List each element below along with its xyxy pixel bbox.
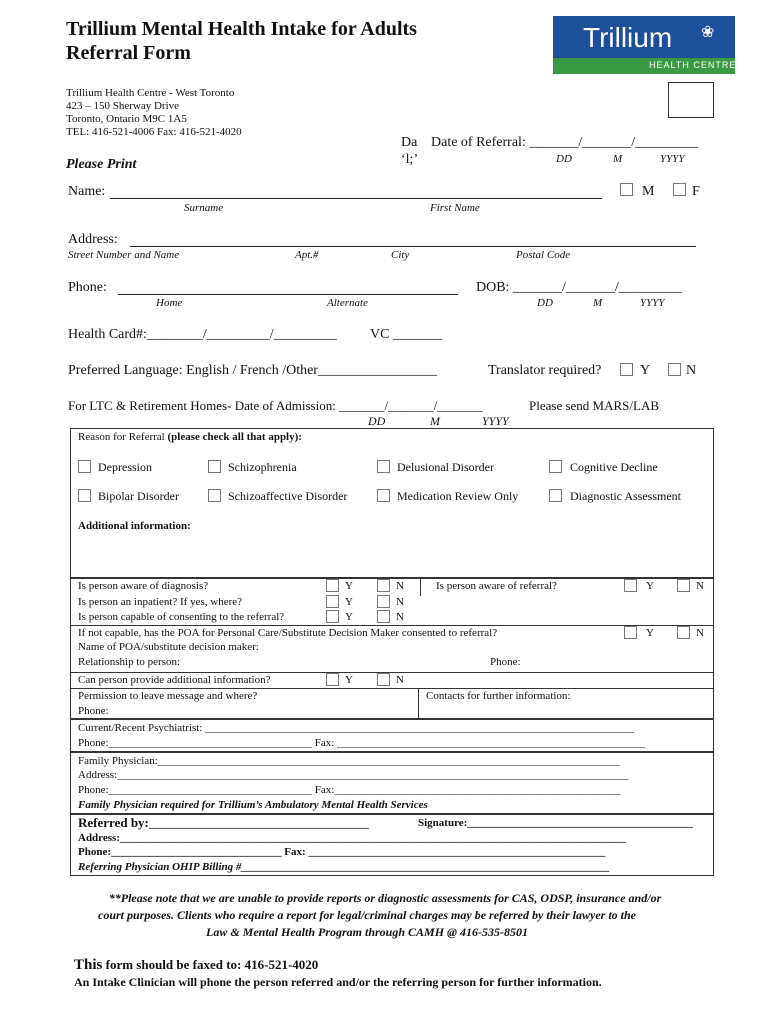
- inpatient-yes-label: Y: [345, 596, 353, 608]
- capable-yes-checkbox[interactable]: [326, 610, 339, 623]
- translator-yes-label: Y: [640, 363, 651, 378]
- poa-no-label: N: [696, 627, 704, 639]
- poa-label: If not capable, has the POA for Personal Care/Substitute Decision Maker consented to referral?: [78, 627, 498, 639]
- dob-dd-label: DD: [537, 297, 553, 309]
- family-phone-fax-field[interactable]: Phone:_____________________________________ Fax:____________________________________________________: [78, 784, 621, 796]
- aware-referral-no-label: N: [696, 580, 704, 592]
- vc-field[interactable]: VC _______: [370, 327, 442, 342]
- address-field[interactable]: [130, 246, 696, 247]
- logo-text: Trillium: [583, 22, 673, 53]
- form-title-line1: Trillium Mental Health Intake for Adults: [66, 18, 417, 40]
- aware-diagnosis-yes-label: Y: [345, 580, 353, 592]
- name-label: Name:: [68, 184, 106, 199]
- ltc-dd-label: DD: [368, 414, 386, 428]
- family-physician-field[interactable]: Family Physician:____________________________________________________________________________________: [78, 755, 620, 767]
- please-print: Please Print: [66, 157, 137, 172]
- dd-label: DD: [556, 153, 572, 165]
- city-label: City: [391, 249, 410, 261]
- dob-m-label: M: [593, 297, 603, 309]
- address-line-2: 423 – 150 Sherway Drive: [66, 100, 180, 112]
- dob-yyyy-label: YYYY: [640, 297, 665, 309]
- inpatient-no-label: N: [396, 596, 404, 608]
- referrer-address-field[interactable]: Address:____________________________________________________________________________________________: [78, 832, 626, 844]
- ltc-admission-field[interactable]: For LTC & Retirement Homes- Date of Admission: _______/_______/_______: [68, 398, 483, 413]
- address-line-1: Trillium Health Centre - West Toronto: [66, 87, 235, 99]
- translator-no-label: N: [686, 363, 697, 378]
- stray-da: Da: [401, 135, 418, 150]
- ltc-yyyy-label: YYYY: [482, 414, 509, 428]
- address-label: Address:: [68, 232, 118, 247]
- surname-label: Surname: [184, 202, 224, 214]
- poa-name-label: Name of POA/substitute decision maker:: [78, 641, 259, 653]
- referred-by-field[interactable]: Referred by:________________________________________: [78, 815, 369, 830]
- inpatient-no-checkbox[interactable]: [377, 595, 390, 608]
- male-label: M: [642, 184, 655, 199]
- name-field[interactable]: [110, 198, 602, 199]
- relationship-label: Relationship to person:: [78, 656, 181, 668]
- fax-instruction: This form should be faxed to: 416-521-4020: [74, 957, 319, 973]
- reason-title: Reason for Referral (please check all that apply):: [78, 431, 302, 443]
- yyyy-label: YYYY: [660, 153, 685, 165]
- poa-yes-label: Y: [646, 627, 654, 639]
- schizoaffective-checkbox[interactable]: [208, 489, 221, 502]
- capable-yes-label: Y: [345, 611, 353, 623]
- permission-phone-label: Phone:: [78, 705, 109, 717]
- apt-label: Apt.#: [295, 249, 319, 261]
- psychiatrist-field[interactable]: Current/Recent Psychiatrist: ______________________________________________________________________________: [78, 722, 635, 734]
- translator-label: Translator required?: [488, 363, 602, 378]
- capable-label: Is person capable of consenting to the referral?: [78, 611, 285, 623]
- capable-no-label: N: [396, 611, 404, 623]
- footer-note-line2: court purposes. Clients who require a report for legal/criminal charges may be referred by their lawyer to the: [98, 908, 636, 922]
- signature-field[interactable]: Signature:_________________________________________: [418, 817, 693, 829]
- bipolar-checkbox[interactable]: [78, 489, 91, 502]
- provide-info-no-checkbox[interactable]: [377, 673, 390, 686]
- diagnostic-assessment-label: Diagnostic Assessment: [570, 489, 681, 503]
- delusional-checkbox[interactable]: [377, 460, 390, 473]
- schizophrenia-checkbox[interactable]: [208, 460, 221, 473]
- provide-info-yes-label: Y: [345, 674, 353, 686]
- depression-label: Depression: [98, 460, 152, 474]
- home-label: Home: [156, 297, 183, 309]
- male-checkbox[interactable]: [620, 183, 633, 196]
- footer-note-line3: Law & Mental Health Program through CAMH @ 416-535-8501: [205, 925, 529, 939]
- address-line-4: TEL: 416-521-4006 Fax: 416-521-4020: [66, 126, 242, 138]
- permission-label: Permission to leave message and where?: [78, 690, 258, 702]
- capable-no-checkbox[interactable]: [377, 610, 390, 623]
- inpatient-yes-checkbox[interactable]: [326, 595, 339, 608]
- schizophrenia-label: Schizophrenia: [228, 460, 297, 474]
- first-name-label: First Name: [430, 202, 480, 214]
- aware-referral-yes-label: Y: [646, 580, 654, 592]
- footer-note-line1: **Please note that we are unable to provide reports or diagnostic assessments for CAS, ODSP, insurance and/or: [108, 891, 662, 905]
- translator-yes-checkbox[interactable]: [620, 363, 633, 376]
- phone-field[interactable]: [118, 294, 458, 295]
- aware-referral-no-checkbox[interactable]: [677, 579, 690, 592]
- provide-info-yes-checkbox[interactable]: [326, 673, 339, 686]
- provide-info-no-label: N: [396, 674, 404, 686]
- schizoaffective-label: Schizoaffective Disorder: [228, 489, 348, 503]
- mars-lab-label: Please send MARS/LAB: [529, 398, 659, 413]
- poa-no-checkbox[interactable]: [677, 626, 690, 639]
- inpatient-label: Is person an inpatient? If yes, where?: [78, 596, 243, 608]
- logo-subtitle: HEALTH CENTRE: [649, 60, 737, 70]
- phone-label: Phone:: [68, 280, 107, 295]
- m-label: M: [613, 153, 623, 165]
- street-label: Street Number and Name: [68, 249, 180, 261]
- delusional-label: Delusional Disorder: [397, 460, 494, 474]
- medication-review-checkbox[interactable]: [377, 489, 390, 502]
- provide-info-label: Can person provide additional information?: [78, 674, 271, 686]
- form-title-line2: Referral Form: [66, 42, 191, 64]
- depression-checkbox[interactable]: [78, 460, 91, 473]
- aware-diagnosis-no-label: N: [396, 580, 404, 592]
- female-label: F: [692, 184, 700, 199]
- female-checkbox[interactable]: [673, 183, 686, 196]
- alternate-label: Alternate: [327, 297, 368, 309]
- family-physician-note: Family Physician required for Trillium’s Ambulatory Mental Health Services: [78, 799, 428, 811]
- postal-label: Postal Code: [516, 249, 571, 261]
- cognitive-decline-label: Cognitive Decline: [570, 460, 658, 474]
- diagnostic-assessment-checkbox[interactable]: [549, 489, 562, 502]
- referrer-phone-fax-field[interactable]: Phone:_______________________________ Fax: ______________________________________________________: [78, 846, 606, 858]
- medication-review-label: Medication Review Only: [397, 489, 519, 503]
- aware-diagnosis-yes-checkbox[interactable]: [326, 579, 339, 592]
- health-card-field[interactable]: Health Card#:________/_________/_________: [68, 327, 337, 342]
- psychiatrist-phone-fax-field[interactable]: Phone:_____________________________________ Fax: ________________________________________________________: [78, 737, 646, 749]
- dob-field[interactable]: DOB: _______/_______/_________: [476, 280, 682, 295]
- translator-no-checkbox[interactable]: [668, 363, 681, 376]
- ltc-m-label: M: [430, 414, 440, 428]
- aware-diagnosis-label: Is person aware of diagnosis?: [78, 580, 209, 592]
- intake-clinician-note: An Intake Clinician will phone the person referred and/or the referring person for further information.: [74, 975, 602, 989]
- bipolar-label: Bipolar Disorder: [98, 489, 179, 503]
- address-line-3: Toronto, Ontario M9C 1A5: [66, 113, 187, 125]
- poa-yes-checkbox[interactable]: [624, 626, 637, 639]
- family-address-field[interactable]: Address:_____________________________________________________________________________________________: [78, 769, 629, 781]
- additional-info-label: Additional information:: [78, 520, 191, 532]
- aware-diagnosis-no-checkbox[interactable]: [377, 579, 390, 592]
- cognitive-decline-checkbox[interactable]: [549, 460, 562, 473]
- contacts-label: Contacts for further information:: [426, 690, 571, 702]
- office-use-box[interactable]: [668, 82, 714, 118]
- aware-referral-label: Is person aware of referral?: [436, 580, 557, 592]
- trillium-flower-icon: ❀: [701, 24, 715, 41]
- stray-l: ‘l;’: [401, 152, 419, 167]
- preferred-language-field[interactable]: Preferred Language: English / French /Other_________________: [68, 363, 437, 378]
- trillium-logo: [553, 16, 735, 74]
- date-of-referral[interactable]: Date of Referral: _______/_______/_________: [431, 135, 699, 150]
- aware-referral-yes-checkbox[interactable]: [624, 579, 637, 592]
- ohip-billing-field[interactable]: Referring Physician OHIP Billing #___________________________________________________________________: [78, 861, 610, 873]
- poa-phone-label: Phone:: [490, 656, 521, 668]
